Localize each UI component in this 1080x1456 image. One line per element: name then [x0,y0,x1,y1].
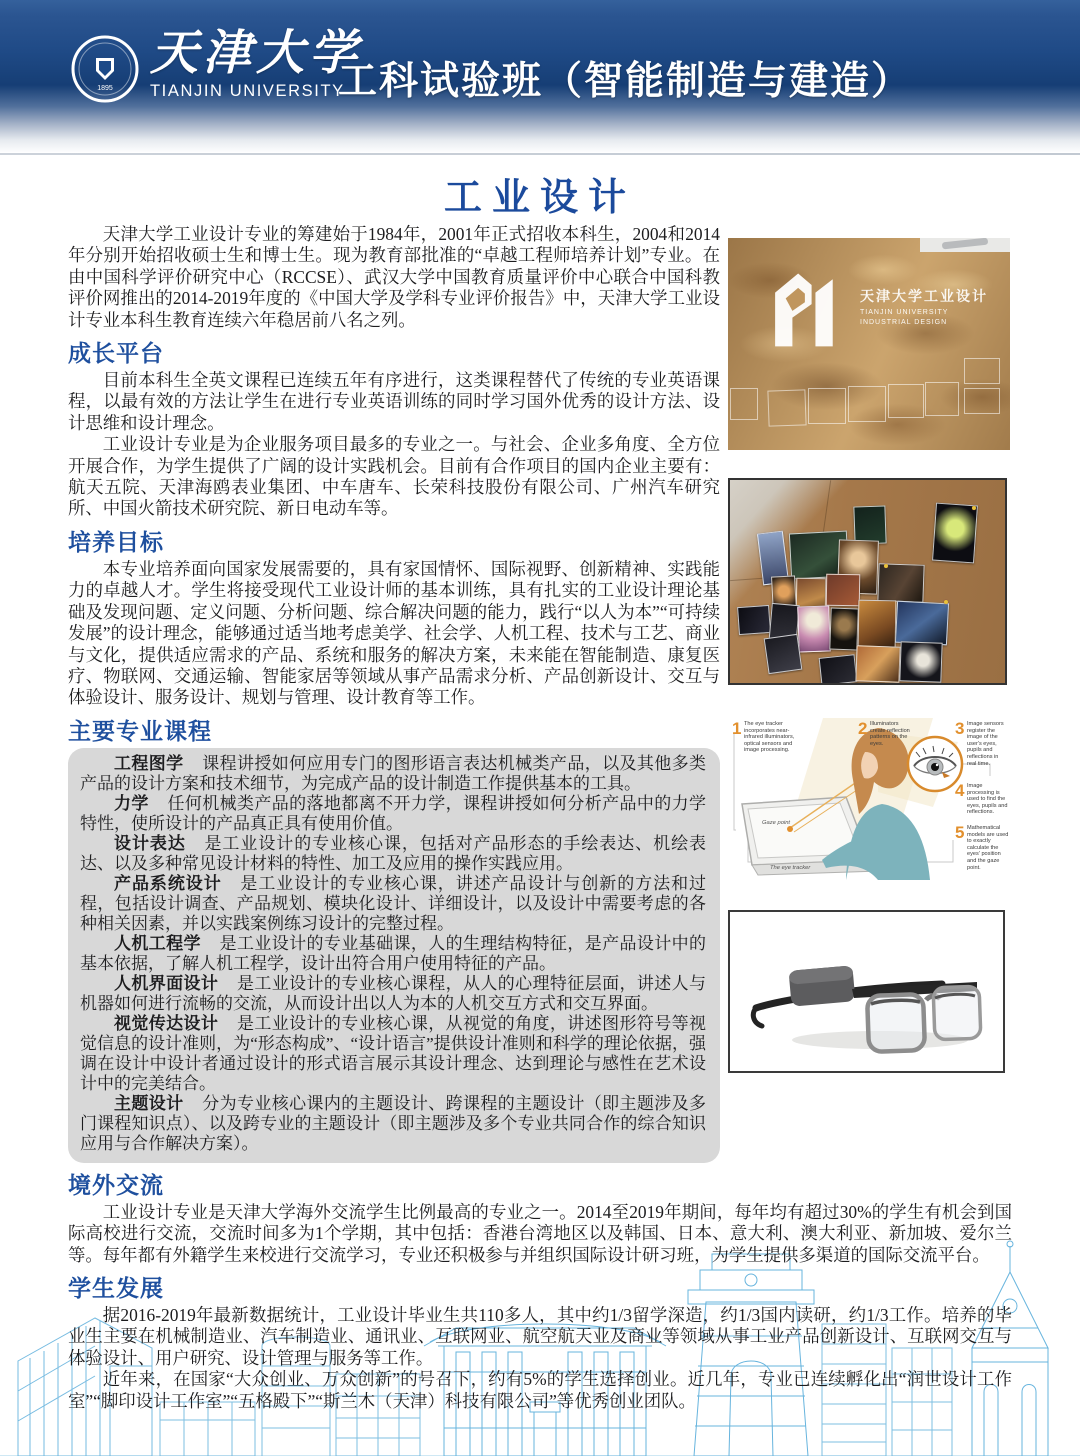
seal-year: 1895 [97,85,113,92]
course-item [80,874,706,934]
course-item [80,834,706,874]
course-item [80,794,706,834]
section-heading-goals: 培养目标 [68,528,164,555]
acrylic-plaque [848,386,886,422]
course-desc: 是工业设计的专业核心课，包括对产品形态的手绘表达、机绘表达、以及多种常见设计材料的特性、加工及应用的操作实践应用。 [80,833,707,873]
industrial-design-logo-icon [754,260,850,356]
photo-pinboard-wall [728,478,1007,685]
acrylic-plaque [888,384,924,418]
pinned-photo [877,563,924,603]
course-desc: 任何机械类产品的落地都离不开力学，课程讲授如何分析产品中的力学特性，使所设计的产品真正具有使用价值。 [80,793,707,833]
acrylic-plaque [767,389,806,426]
course-desc: 是工业设计的专业核心课程，从人的心理特征层面，讲述人与机器如何进行流畅的交流，从而设计出以人为本的人机交互方式和交互界面。 [80,973,707,1013]
acrylic-plaque [925,382,959,416]
section-heading-growth: 成长平台 [68,340,164,367]
pinned-photo [829,608,858,651]
acrylic-plaque [730,388,758,420]
section-heading-courses: 主要专业课程 [68,717,212,744]
photo-wood-wall-logo [728,238,1010,450]
section-heading-exchange: 境外交流 [68,1171,164,1198]
course-name: 产品系统设计 [114,873,222,893]
course-desc: 是工业设计的专业核心课，从视觉的角度，讲述图形符号等视觉信息的设计准则，为“形态构成”、“设计语言”提供设计准则和科学的理论依据，强调在设计中设计者通过设计的形式语言展示其设计理念、达到理论与感性在艺术设计中的完美结合。 [80,1013,707,1093]
goals-paragraph: 本专业培养面向国家发展需要的，具有家国情怀、国际视野、创新精神、实践能力的卓越人才。学生将接受现代工业设计师的基本训练，具有扎实的工业设计理论基础及发现问题、定义问题、分析问题、综合解决问题的能力，践行“以人为本”“可持续发展”的设计理念，能够通过适当地考虑美学、社会学、人机工程、技术与工艺、商业与文化，提供适应需求的产品、系统和服务的解决方案，未来能在智能制造、康复医疗、物联网、交通运输、智能家居等领域从事产品需求分析、产品创新设计、交互与体验设计、服务设计、规划与管理、设计教育等工作。 [68,558,720,708]
course-name: 主题设计 [114,1093,184,1113]
pinned-photo [826,574,861,607]
university-name-en: TIANJIN UNIVERSITY [150,82,345,100]
step-text: Illuminators create reflection patterns on the eyes. [870,721,910,747]
course-desc: 是工业设计的专业基础课，人的生理结构特征，是产品设计中的基本依据，了解人机工程学，设计出符合用户使用特征的产品。 [80,933,707,973]
step-text: Mathematical models are used to exactly calculate the eyes' position and the gaze point. [967,825,1009,871]
pinned-photo [764,634,803,674]
step-number: 5 [955,823,965,842]
wood-wall-text [860,286,988,326]
pinned-photo [819,654,858,685]
course-list-box [68,748,720,1163]
course-name: 人机界面设计 [114,973,219,993]
step-number: 2 [858,719,868,738]
university-logo-group [70,28,362,104]
acrylic-plaque [808,388,846,424]
pinned-photo [853,505,886,544]
pinned-photo [737,605,771,635]
push-pin [944,600,948,604]
course-name: 工程图学 [114,753,184,773]
pinned-photo [797,605,831,652]
university-seal-icon [70,34,140,104]
step-number: 4 [955,781,965,800]
acrylic-plaque [964,388,1000,414]
course-desc: 是工业设计的专业核心课，讲述产品设计与创新的方法和过程，包括设计调查、产品规划、模块化设计、详细设计，以及设计中需要考虑的各种相关因素，并以实践案例练习设计的完整过程。 [80,873,707,933]
development-paragraph-1: 据2016-2019年最新数据统计，工业设计毕业生共110多人，其中约1/3留学深造，约1/3国内读研，约1/3工作。培养的毕业生主要在机械制造业、汽车制造业、通讯业、互联网业、航空航天业及商业等领域从事工业产品创新设计、互联网交互与体验设计、用户研究、设计管理与服务等工作。 [68,1304,1012,1368]
glasses-illustration [730,912,1003,1071]
step-text: The eye tracker incorporates near-infrared illuminators, optical sensors and image processing. [744,721,795,754]
photo-eye-tracking-glasses [728,910,1005,1073]
section-heading-development: 学生发展 [68,1274,164,1301]
pinned-photo [932,503,978,564]
course-desc: 课程讲授如何应用专门的图形语言表达机械类产品，以及其他多类产品的设计方案和技术细节，为完成产品的设计制造工作提供基本的工具。 [80,753,707,793]
wood-wall-label-en1: TIANJIN UNIVERSITY [860,309,949,316]
wood-wall-label-en2: INDUSTRIAL DESIGN [860,319,948,326]
step-text: Image processing is used to find the eyes, pupils and reflections. [967,783,1008,816]
exchange-paragraph: 工业设计专业是天津大学海外交流学生比例最高的专业之一。2014至2019年期间，每年均有超过30%的学生有机会到国际高校进行交流，交流时间多为1个学期，其中包括：香港台湾地区以及韩国、日本、意大利、澳大利亚、新加坡、爱尔兰等。每年都有外籍学生来校进行交流学习，专业还积极参与并组织国际设计研习班，为学生提供多渠道的国际交流平台。 [68,1201,1012,1265]
intro-paragraph: 天津大学工业设计专业的筹建始于1984年，2001年正式招收本科生，2004和2014年分别开始招收硕士生和博士生。现为教育部批准的“卓越工程师培养计划”专业。在由中国科学评价研究中心（RCCSE）、武汉大学中国教育质量评价中心联合中国科教评价网推出的2014-2019年度的《中国大学及学科专业评价报告》中，天津大学工业设计专业本科生教育连续六年稳居前八名之列。 [68,224,720,330]
pinned-photo [858,600,897,651]
push-pin [972,506,976,510]
course-item [80,1014,706,1094]
header-divider [0,153,1080,155]
image-column [728,238,1010,1073]
header-banner [0,0,1080,152]
page-title: 工业设计 [443,177,636,219]
push-pin [884,564,888,568]
gaze-point-label: Gaze point [762,820,791,826]
growth-paragraph-1: 目前本科生全英文课程已连续五年有序进行，这类课程替代了传统的专业英语课程，以最有效的方法让学生在进行专业英语训练的同时学习国外优秀的设计方法、设计思维和设计理念。 [68,370,720,433]
step-number: 1 [732,719,742,738]
course-item [80,754,706,794]
wood-wall-label-zh: 天津大学工业设计 [860,288,988,304]
acrylic-plaque [964,358,1000,384]
step-text: Image sensors register the image of the user's eyes, pupils and reflections in real time. [967,721,1004,767]
course-name: 力学 [114,793,149,813]
course-name: 视觉传达设计 [114,1013,219,1033]
course-desc: 分为专业核心课内的主题设计、跨课程的主题设计（即主题涉及多门课程知识点）、以及跨专业的主题设计（即主题涉及多个专业共同合作的综合知识应用与合作解决方案）。 [80,1093,707,1153]
eye-tracker-infographic [728,712,1010,880]
pinned-photo [895,601,949,646]
course-item [80,1094,706,1154]
university-name-zh: 天津大学 [150,27,363,80]
growth-paragraph-2: 工业设计专业是为企业服务项目最多的专业之一。与社会、企业多角度、全方位开展合作，为学生提供了广阔的设计实践机会。目前有合作项目的国内企业主要有：航天五院、天津海鸥表业集团、中车唐车、长荣科技股份有限公司、广州汽车研究所、中国火箭技术研究院、新日电动车等。 [68,434,720,519]
course-item [80,934,706,974]
development-paragraph-2: 近年来，在国家“大众创业、万众创新”的号召下，约有5%的学生选择创业。近几年，专业已连续孵化出“润世设计工作室”“脚印设计工作室”“五格殿下”“斯兰木（天津）科技有限公司”等优秀创业团队。 [68,1369,1012,1411]
left-column [68,224,720,1163]
pinned-photo [899,641,942,682]
course-item [80,974,706,1014]
step-number: 3 [955,719,965,738]
pinned-photo [855,645,900,683]
course-name: 人机工程学 [114,933,201,953]
eye-tracker-label: The eye tracker [770,865,811,871]
program-title: 工科试验班（智能制造与建造） [338,60,913,103]
course-name: 设计表达 [114,833,186,853]
